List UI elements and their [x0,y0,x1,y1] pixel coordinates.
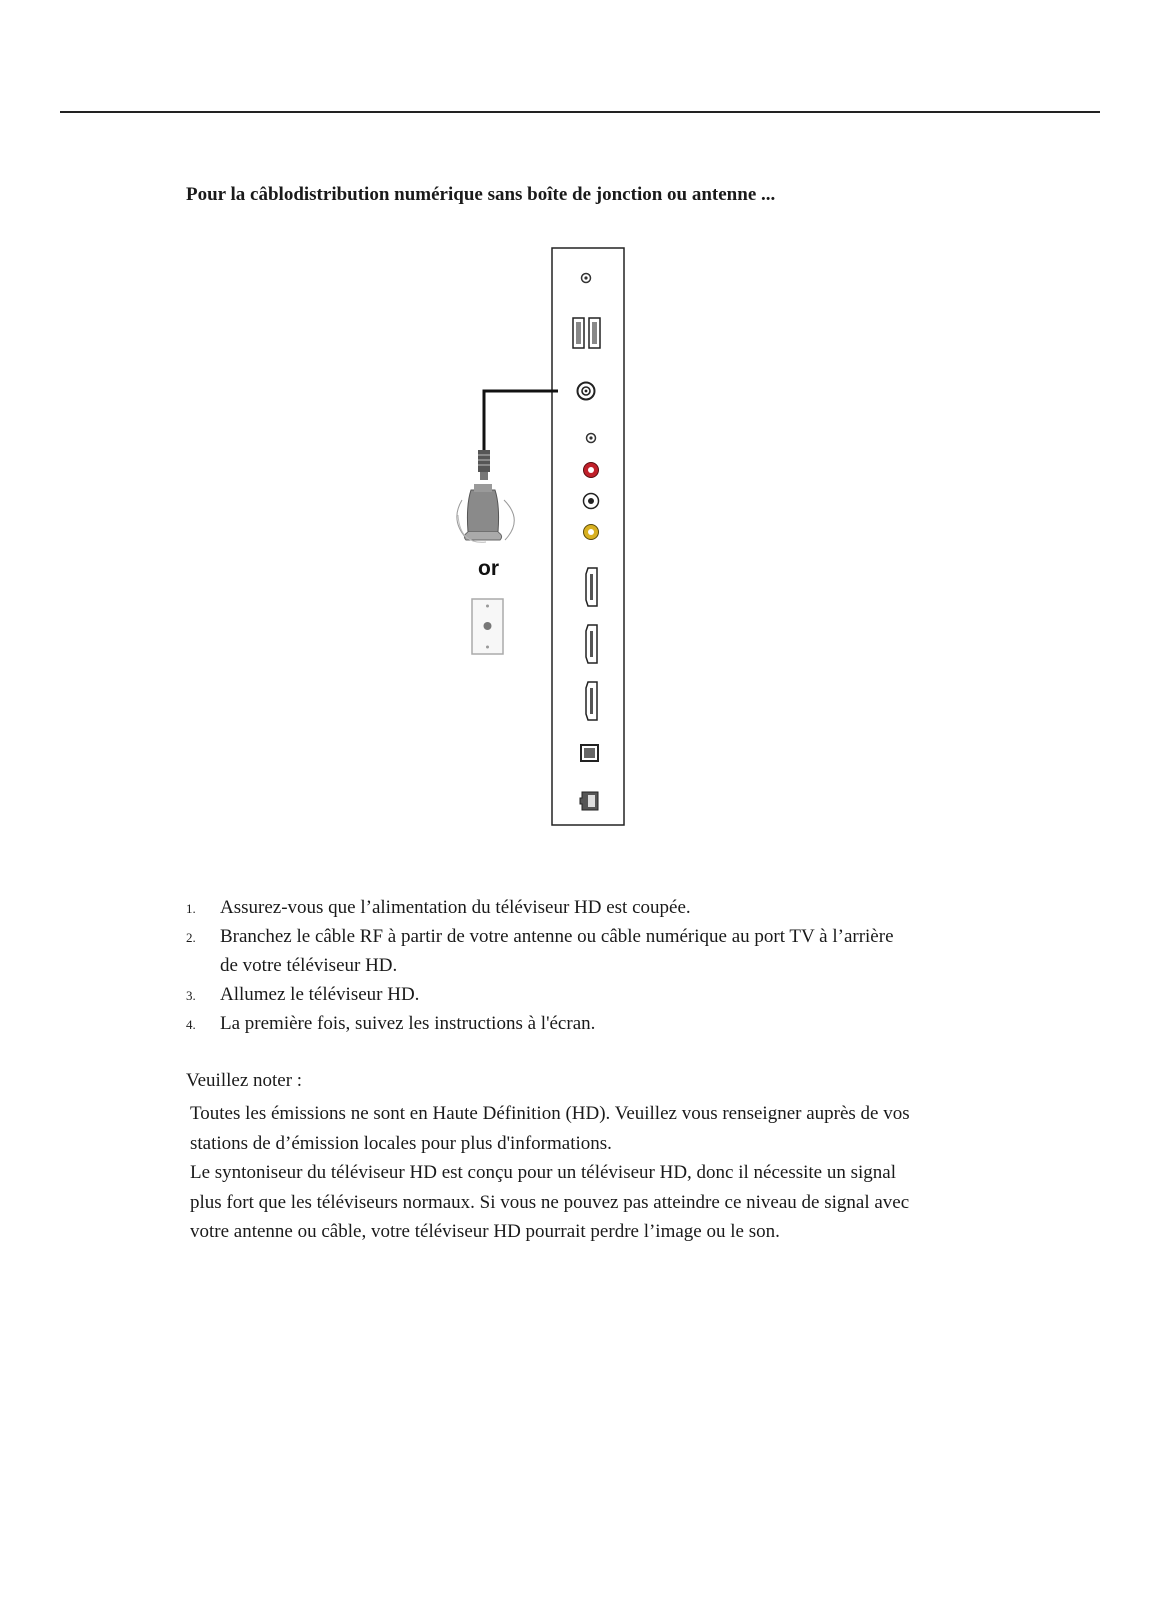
step-text: Allumez le téléviseur HD. [220,984,420,1005]
hdmi-port-1-icon [586,568,597,606]
note-paragraph: Toutes les émissions ne sont en Haute Définition (HD). Veuillez vous renseigner auprès de vos stations de d’émission locales pour plus d'informations. [190,1103,910,1154]
headphone-jack-icon [582,274,591,283]
antenna-icon [457,484,514,542]
list-item [186,980,906,1009]
step-text: Branchez le câble RF à partir de votre antenne ou câble numérique au port TV à l’arrière de votre téléviseur HD. [220,926,894,976]
hdmi-port-2-icon [586,625,597,663]
optical-audio-port-icon [581,745,598,761]
rca-white-jack-icon [584,494,599,509]
step-number: 4. [186,1017,196,1032]
note-body [190,1099,910,1247]
or-label: or [478,557,499,580]
step-number: 2. [186,930,196,945]
coax-connector-icon [478,450,490,480]
step-number: 1. [186,901,196,916]
list-item [186,1009,906,1038]
hdmi-port-3-icon [586,682,597,720]
step-text: La première fois, suivez les instructions à l'écran. [220,1013,596,1034]
section-heading: Pour la câblodistribution numérique sans boîte de jonction ou antenne ... [186,184,776,205]
list-item [186,922,906,980]
rca-red-jack-icon [584,463,599,478]
rf-antenna-port-icon [578,383,595,400]
rf-cable [484,391,558,452]
service-port-icon [580,792,598,810]
wall-cable-outlet-icon [472,599,503,654]
rca-yellow-jack-icon [584,525,599,540]
list-item [186,893,906,922]
note-title: Veuillez noter : [186,1070,303,1091]
step-number: 3. [186,988,196,1003]
audio-jack-icon [587,434,596,443]
note-paragraph: Le syntoniseur du téléviseur HD est conçu pour un téléviseur HD, donc il nécessite un signal plus fort que les téléviseurs normaux. Si vous ne pouvez pas atteindre ce niveau de signal avec votre antenne ou câble, votre téléviseur HD pourrait perdre l’image ou le son. [190,1162,910,1243]
instruction-steps [186,893,906,1038]
step-text: Assurez-vous que l’alimentation du téléviseur HD est coupée. [220,897,691,918]
